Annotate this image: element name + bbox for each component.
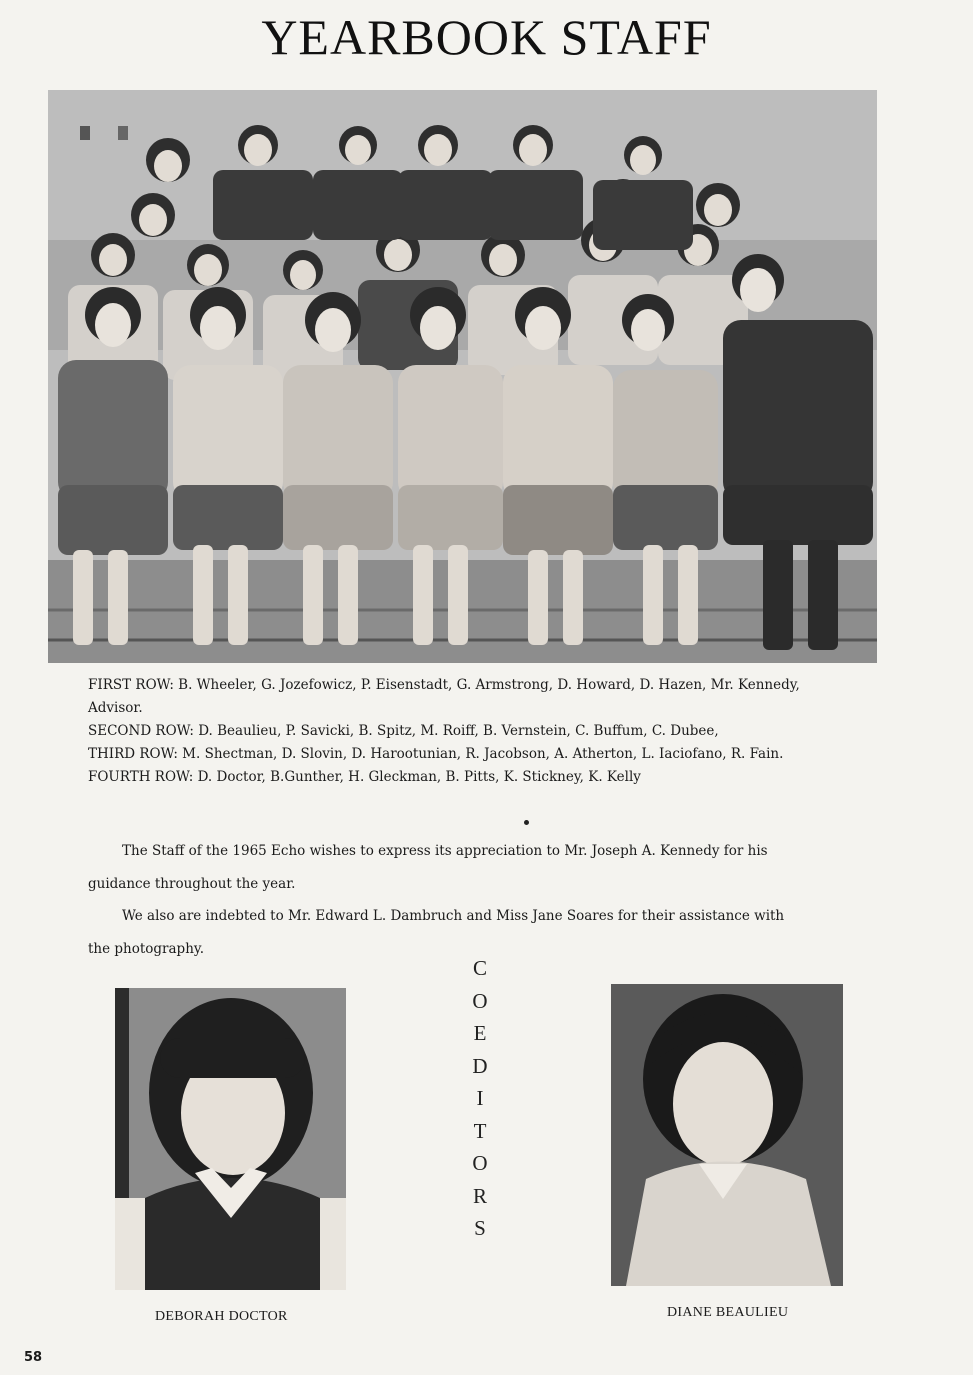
portrait-deborah-doctor: [115, 988, 346, 1290]
co-editors-letter: C: [472, 956, 487, 980]
co-editors-letter: O: [472, 1151, 488, 1175]
co-editor-name-left: DEBORAH DOCTOR: [155, 1309, 288, 1324]
co-editors-vertical-label: [470, 952, 490, 1245]
portrait-left-illustration: [115, 988, 346, 1290]
co-editors-letter: D: [472, 1053, 488, 1078]
acknowledgement-1-line-1: The Staff of the 1965 Echo wishes to express its appreciation to Mr. Joseph A. Kennedy for his: [122, 843, 768, 859]
roster-caption: [88, 674, 858, 789]
acknowledgement-2-line-2: the photography.: [88, 941, 205, 957]
page-number: 58: [24, 1350, 43, 1365]
co-editors-letter: S: [474, 1216, 486, 1240]
group-photo-illustration: [48, 90, 877, 663]
co-editors-letter: R: [472, 1183, 487, 1208]
co-editors-letter: T: [473, 1118, 487, 1143]
acknowledgement-paragraph-1: [88, 841, 858, 894]
roster-third-row: THIRD ROW: M. Shectman, D. Slovin, D. Harootunian, R. Jacobson, A. Atherton, L. Iaciofano, R. Fain.: [88, 746, 784, 762]
roster-second-row: SECOND ROW: D. Beaulieu, P. Savicki, B. Spitz, M. Roiff, B. Vernstein, C. Buffum, C. Dubee,: [88, 723, 719, 739]
co-editors-letter: E: [473, 1021, 487, 1045]
acknowledgement-1-line-2: guidance throughout the year.: [88, 876, 296, 892]
co-editor-name-right: DIANE BEAULIEU: [667, 1305, 789, 1320]
co-editors-letter: I: [476, 1086, 484, 1110]
portrait-right-illustration: [611, 984, 843, 1286]
co-editors-letter: O: [472, 988, 488, 1013]
page-title: YEARBOOK STAFF: [261, 9, 712, 65]
roster-fourth-row: FOURTH ROW: D. Doctor, B.Gunther, H. Gleckman, B. Pitts, K. Stickney, K. Kelly: [88, 769, 641, 785]
acknowledgement-2-line-1: We also are indebted to Mr. Edward L. Dambruch and Miss Jane Soares for their assistance with: [122, 908, 785, 924]
group-photo: [48, 90, 877, 663]
portrait-diane-beaulieu: [611, 984, 843, 1286]
roster-first-row: FIRST ROW: B. Wheeler, G. Jozefowicz, P. Eisenstadt, G. Armstrong, D. Howard, D. Hazen, Mr. Kennedy, Advisor.: [88, 677, 800, 716]
divider-bullet: [524, 820, 529, 825]
